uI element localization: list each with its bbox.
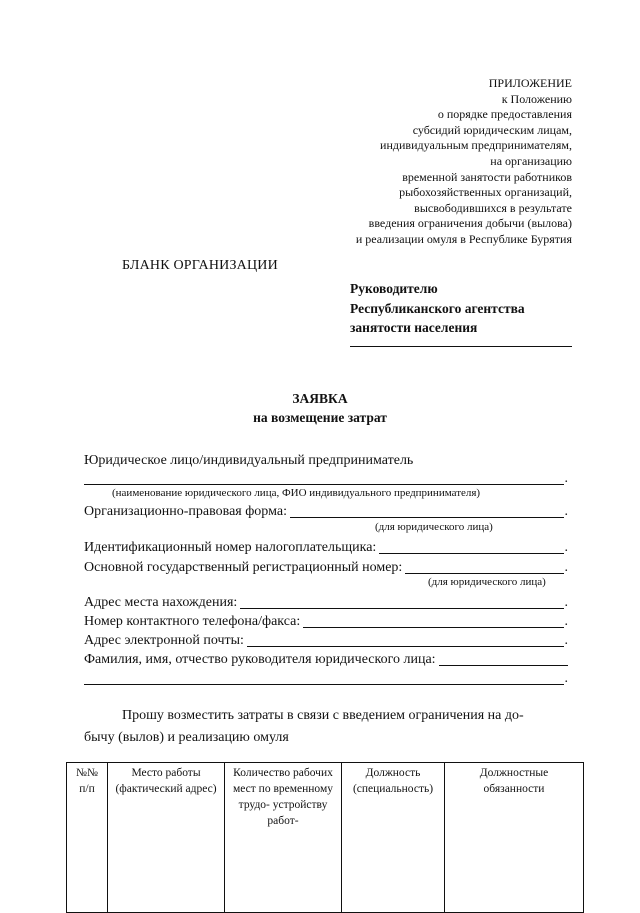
inn-row (84, 539, 568, 556)
document-subtitle: на возмещение затрат (253, 410, 387, 425)
request-line: бычу (вылов) и реализацию омуля (84, 730, 289, 745)
address-field[interactable] (240, 595, 563, 609)
document-title: ЗАЯВКА (292, 391, 348, 406)
annex-header (252, 76, 572, 248)
request-paragraph (84, 705, 568, 749)
org-form-row (84, 503, 568, 520)
phone-row (84, 613, 568, 630)
org-form-label: Организационно-правовая форма: (84, 504, 287, 519)
legal-entity-field[interactable] (84, 471, 564, 485)
organization-blank-label: БЛАНК ОРГАНИЗАЦИИ (122, 258, 278, 273)
addressee-line: Республиканского агентства (350, 300, 525, 316)
legal-entity-hint: (наименование юридического лица, ФИО индивидуального предпринимателя) (112, 487, 481, 499)
addressee-name-field[interactable] (350, 346, 572, 347)
table-header-cell: Должность (специальность) (342, 763, 445, 913)
line-end-dot: . (564, 560, 568, 575)
annex-line: рыбохозяйственных организаций, (399, 185, 572, 200)
annex-line: о порядке предоставления (437, 107, 572, 122)
line-end-dot: . (564, 595, 568, 610)
addressee-line: Руководителю (350, 281, 438, 296)
annex-line: на организацию (490, 153, 572, 168)
table-header-cell: Должностные обязанности (445, 763, 584, 913)
addressee-line: занятости населения (350, 320, 478, 335)
address-label: Адрес места нахождения: (84, 595, 238, 610)
email-row (84, 632, 568, 649)
addressee-block (350, 279, 525, 338)
ogrn-field[interactable] (405, 560, 563, 574)
legal-entity-field-row (84, 470, 568, 487)
line-end-dot: . (564, 633, 568, 648)
line-end-dot: . (564, 540, 568, 555)
annex-line: высвободившихся в результате (414, 200, 572, 215)
annex-line: и реализации омуля в Республике Бурятия (355, 231, 572, 246)
head-name-field-continued[interactable] (84, 671, 564, 685)
phone-label: Номер контактного телефона/факса: (84, 614, 301, 629)
org-form-hint: (для юридического лица) (375, 521, 493, 533)
annex-line: к Положению (501, 91, 572, 106)
ogrn-hint: (для юридического лица) (428, 576, 546, 588)
table-header-row (67, 763, 584, 913)
annex-line: индивидуальным предпринимателям, (380, 138, 572, 153)
head-name-field[interactable] (439, 652, 568, 666)
legal-entity-label: Юридическое лицо/индивидуальный предприниматель (84, 453, 414, 468)
address-row (84, 594, 568, 611)
annex-line: ПРИЛОЖЕНИЕ (488, 76, 572, 90)
line-end-dot: . (564, 471, 568, 486)
annex-line: введения ограничения добычи (вылова) (368, 216, 572, 231)
annex-line: временной занятости работников (402, 169, 572, 184)
head-name-label: Фамилия, имя, отчество руководителя юридического лица: (84, 652, 436, 667)
inn-label: Идентификационный номер налогоплательщика: (84, 540, 377, 555)
head-name-field-row (84, 670, 568, 687)
table-header-cell: Место работы (фактический адрес) (108, 763, 225, 913)
legal-entity-row (84, 452, 568, 469)
phone-field[interactable] (303, 614, 563, 628)
request-line: Прошу возместить затраты в связи с введением ограничения на до- (122, 708, 524, 723)
table-header-cell: №№ п/п (67, 763, 108, 913)
email-field[interactable] (247, 633, 564, 647)
org-form-field[interactable] (290, 504, 564, 518)
email-label: Адрес электронной почты: (84, 633, 244, 648)
annex-line: субсидий юридическим лицам, (412, 122, 572, 137)
ogrn-row (84, 559, 568, 576)
inn-field[interactable] (379, 540, 563, 554)
head-name-row (84, 651, 568, 668)
ogrn-label: Основной государственный регистрационный номер: (84, 560, 403, 575)
table-header-cell: Количество рабочих мест по временному трудо- устройству работ- (225, 763, 342, 913)
positions-table (66, 762, 584, 913)
line-end-dot: . (564, 614, 568, 629)
line-end-dot: . (564, 504, 568, 519)
line-end-dot: . (564, 671, 568, 686)
